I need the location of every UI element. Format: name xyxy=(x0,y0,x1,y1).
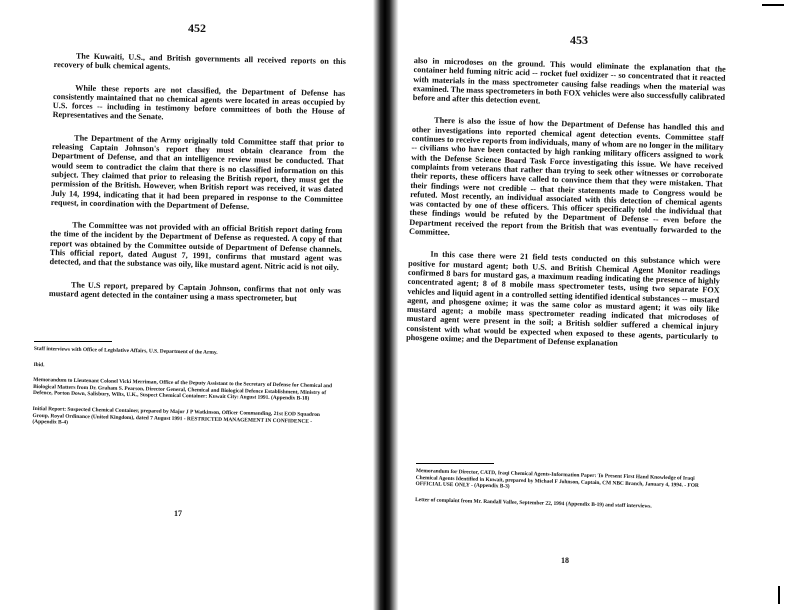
scan-edge-mark xyxy=(778,586,780,604)
footnote-text: Initial Report: Suspected Chemical Container, prepared by Major J P Watkinson, Officer Commanding, 21st EOD Squadron Group, Royal Ordinance (United Kingdom), dated 7 August 1991 - RESTRICTED MANAGEMENT IN CONFIDENCE - (Appendix B-4) xyxy=(32,405,321,426)
footer-page-number: 17 xyxy=(174,509,182,518)
footnote-text: Staff interviews with Office of Legislative Affairs, U.S. Department of the Army. xyxy=(33,346,218,356)
footnotes xyxy=(415,468,716,521)
paragraph-text: There is also the issue of how the Department of Defense has handled this and other investigations into reported chemical agent detection events. Committee staff continues to receive reports from individuals, many of whom are no longer in the military -- civilians who have been contacted by high ranking military officers assigned to work with the Defense Science Board Task Force investigating this issue. We have received complaints from veterans that rather than trying to seek other witnesses or corroborate their reports, these officers have called to convince them that they were mistaken. That their findings were not credible -- that their statements made to Congress would be refuted. Most recently, an individual associated with this detection of chemical agents was contacted by one of these officers. This officer specifically told the individual that these findings would be refuted by the Department of Defense -- even before the Department received the report from the British that was eventually forwarded to the Committee. xyxy=(408,116,725,238)
paragraph xyxy=(53,83,346,126)
footnote xyxy=(415,497,715,512)
footnote-text: Ibid. xyxy=(33,361,45,368)
paragraph xyxy=(51,133,344,213)
footnote-text: Memorandum for Director, CATD, Iraqi Chemical Agents-Information Paper: To Present First Hand Knowledge of Iraqi Chemical Agents Identified in Kuwait, prepared by Michael F Johnson, Captain, CM NBC Branch, January 4, 1994. - FOR OFFICIAL USE ONLY - (Appendix B-3) xyxy=(415,468,699,490)
scan-corner-mark xyxy=(762,4,784,14)
footnote xyxy=(34,346,334,359)
footnote xyxy=(415,468,715,496)
paragraph xyxy=(413,56,726,111)
paragraph xyxy=(409,115,724,245)
right-page xyxy=(400,0,792,610)
paragraph-text: While these reports are not classified, the Department of Defense has consistently maintained that no chemical agents were located in areas occupied by U.S. forces -- including in testimony before committees of both the House of Representatives and the Senate. xyxy=(52,83,346,122)
paragraph-text: The U.S report, prepared by Captain Johnson, confirms that not only was mustard agent detected in the container using a mass spectrometer, but xyxy=(48,280,342,304)
paragraph xyxy=(54,51,346,76)
paragraph xyxy=(49,220,342,273)
book-binding-gutter xyxy=(370,0,400,610)
footnote-rule xyxy=(416,463,494,464)
footer-page-number: 18 xyxy=(561,556,569,565)
page-body xyxy=(49,51,346,317)
left-page xyxy=(0,0,372,610)
paragraph-text: In this case there were 21 field tests conducted on this substance which were positive for mustard agent; both U.S. and British Chemical Agent Monitor readings confirmed 8 bars for mustard gas, a maximum reading indicating the presence of highly concentrated agent; 8 of 8 mobile mass spectrometer tests, using two separate FOX vehicles and liquid agent in a controlled setting identified identical substances -- mustard agent, and phosgene oxime; it was the same color as mustard agent; it was oily like mustard agent; a mobile mass spectrometer reading indicated that microdoses of mustard agent were present in the soil; a British soldier suffered a chemical injury consistent with what would be expected when exposed to these agents, particularly to phosgene oxime; and the Department of Defense explanation xyxy=(406,249,721,348)
paragraph xyxy=(49,280,341,305)
page-body xyxy=(406,56,726,364)
footnote-text: Memorandum to Lieutenant Colonel Vicki Merriman, Office of the Deputy Assistant to the Secretary of Defense for Chemical and Biological Matters from Dr. Graham S. Pearson, Director General, Chemical and Biological Defence Establishment, Ministry of Defence, Porton Down, Salisbury, Wilts, U.K., Suspect Chemical Container: Kuwait City: August 1991. (Appendix B-18) xyxy=(32,377,333,403)
paragraph xyxy=(406,249,720,351)
page-number: 452 xyxy=(188,21,206,35)
footnote-text: Letter of complaint from Mr. Randall Vallee, September 22, 1994 (Appendix B-19) and staff interviews. xyxy=(415,496,652,510)
footnote-rule xyxy=(34,341,112,342)
paragraph-text: The Department of the Army originally told Committee staff that prior to releasing Captain Johnson's report they must obtain clearance from the Department of Defense, and that an intelligence review must be conducted. That would seem to contradict the claim that there is no classified information on this subject. They claimed that prior to releasing the British report, they must get the permission of the British. However, when British report was received, it was dated July 14, 1994, indicating that it had been prepared in response to the Committee request, in coordination with the Department of Defense. xyxy=(50,133,345,211)
footnote xyxy=(32,406,332,432)
paragraph-text: The Kuwaiti, U.S., and British governments all received reports on this recovery of bulk chemical agents. xyxy=(53,51,346,72)
footnotes xyxy=(32,346,334,441)
paragraph-text: also in microdoses on the ground. This would eliminate the explanation that the container held fuming nitric acid -- rocket fuel oxidizer -- so concentrated that it reacted with materials in the mass spectrometer causing false readings when the material was examined. The mass spectrometers in both FOX vehicles were also successfully calibrated before and after this detection event. xyxy=(412,56,726,106)
page-number: 453 xyxy=(570,33,588,47)
paragraph-text: The Committee was not provided with an official British report dating from the time of the incident by the Department of Defense as requested. A copy of that report was obtained by the Committee outside of Department of Defense channels. This official report, dated August 7, 1991, confirms that mustard agent was detected, and that the substance was oily, like mustard agent. Nitric acid is not oily. xyxy=(49,220,343,273)
footnote xyxy=(33,377,333,403)
footnote xyxy=(34,362,334,375)
